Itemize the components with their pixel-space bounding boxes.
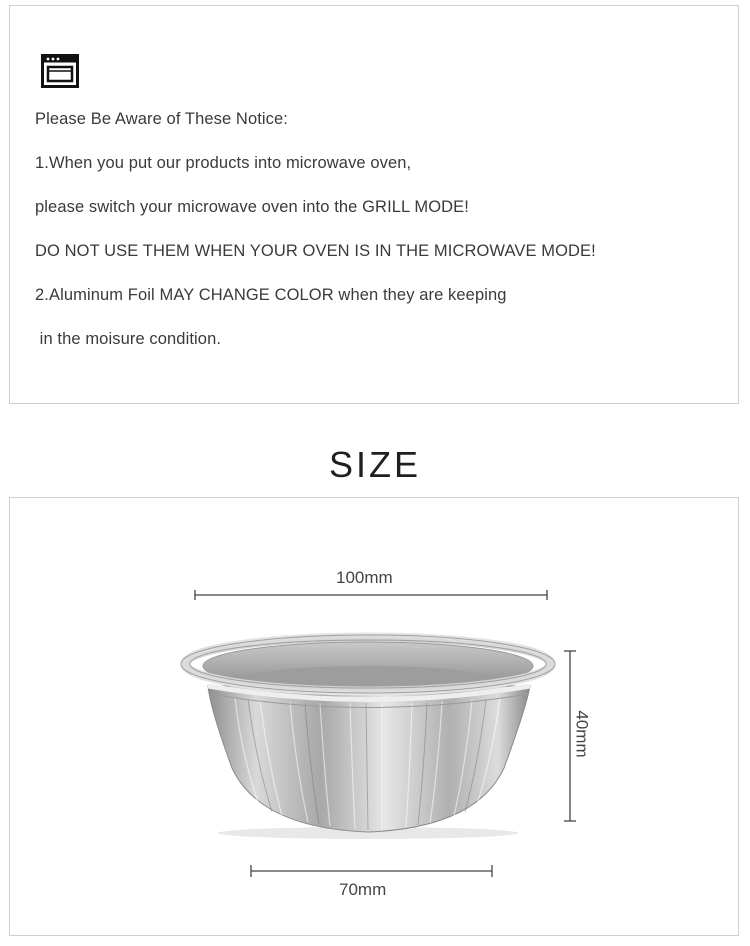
size-title: SIZE	[328, 444, 421, 485]
bottom-dimension-line	[251, 865, 492, 877]
height-label: 40mm	[572, 710, 592, 758]
dimension-drawing	[10, 498, 738, 935]
notice-line-4: 2.Aluminum Foil MAY CHANGE COLOR when they are keeping	[35, 286, 507, 304]
oven-icon	[41, 54, 79, 88]
top-dimension-line	[195, 590, 547, 600]
notice-panel	[9, 5, 739, 404]
aluminum-foil-cup-image	[181, 635, 555, 839]
notice-line-3: DO NOT USE THEM WHEN YOUR OVEN IS IN THE MICROWAVE MODE!	[35, 242, 596, 260]
notice-line-5: in the moisure condition.	[35, 330, 222, 348]
notice-line-2: please switch your microwave oven into the GRILL MODE!	[35, 198, 469, 216]
size-panel	[9, 497, 739, 936]
notice-line-1: 1.When you put our products into microwave oven,	[35, 154, 412, 172]
bottom-diameter-label: 70mm	[339, 880, 387, 899]
top-diameter-label: 100mm	[336, 568, 393, 587]
notice-heading: Please Be Aware of These Notice:	[35, 110, 288, 128]
